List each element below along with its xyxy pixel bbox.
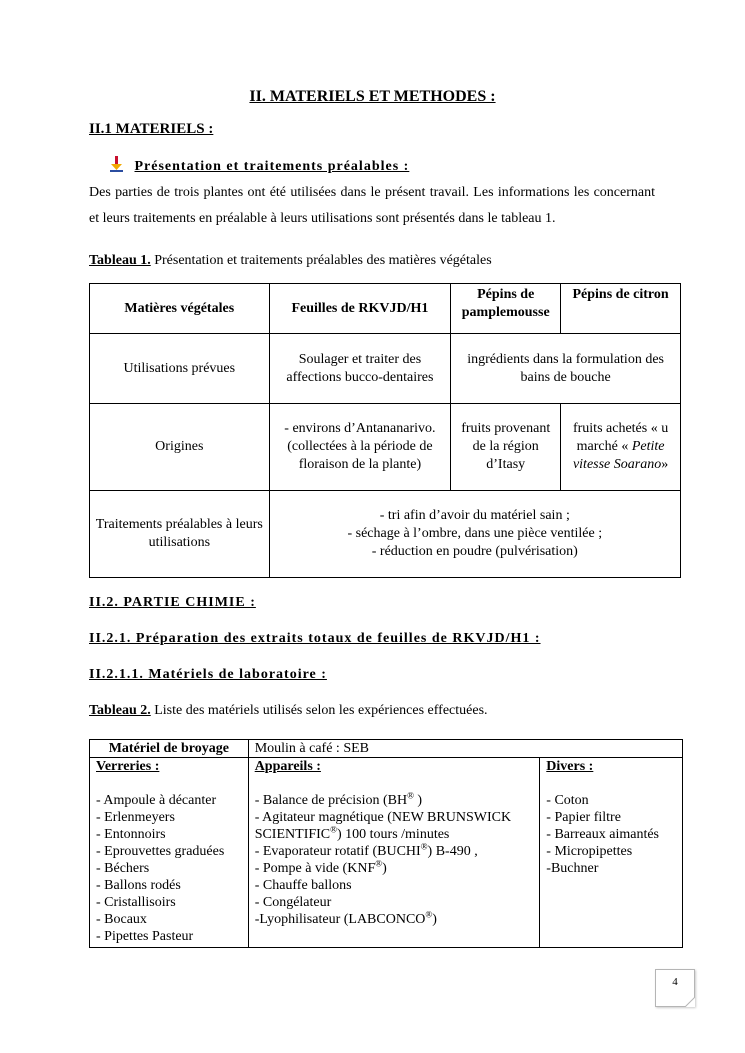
list-item: - Ampoule à décanter [96,793,217,808]
list-item: - Pompe à vide (KNF®) [254,858,387,876]
broyage-value: Moulin à café : SEB [248,740,682,758]
table2-caption-label: Tableau 2. [89,703,151,718]
table-materials [89,283,681,578]
table1-cell: ingrédients dans la formulation des bains de bouche [451,334,681,404]
table1-cell: fruits provenant de la région d’Itasy [451,404,561,491]
list-item: - Barreaux aimantés [546,827,660,842]
bullet-arrow-icon [110,156,124,177]
list-item: - Béchers [96,861,150,876]
verreries-cell [90,758,249,948]
table1-header-cell: Matières végétales [90,284,270,334]
page-curl-icon [685,997,695,1007]
bullet-heading-label: Présentation et traitements préalables : [134,159,410,174]
appareils-title: Appareils : [254,759,321,774]
divers-cell [540,758,683,948]
broyage-label: Matériel de broyage [90,740,249,758]
table1-header-cell: Pépins de pamplemousse [451,284,561,334]
table1-cell: - tri afin d’avoir du matériel sain ; - séchage à l’ombre, dans une pièce ventilée ; - réduction en poudre (pulvérisation) [269,491,680,578]
list-item: - Chauffe ballons [254,878,352,893]
list-item: - Erlenmeyers [96,810,175,825]
page-number: 4 [672,976,678,988]
list-item: - Balance de précision (BH® ) [254,790,423,808]
list-item: - Pipettes Pasteur [96,929,194,944]
bullet-heading [110,156,409,177]
list-item: - Bocaux [96,912,147,927]
table1-header-cell: Feuilles de RKVJD/H1 [269,284,451,334]
list-item: -Buchner [546,861,599,876]
table1-row [90,334,681,404]
table2-lists-row [90,758,683,948]
table1-cell: fruits achetés « u marché « Petite vitesse Soarano» [561,404,681,491]
table2-caption [89,703,488,719]
verreries-title: Verreries : [96,759,160,774]
list-item: - Evaporateur rotatif (BUCHI®) B-490 , [254,841,478,859]
list-item: - Congélateur [254,895,332,910]
list-item: - Eprouvettes graduées [96,844,225,859]
list-item: -Lyophilisateur (LABCONCO®) [254,909,437,927]
table1-caption-label: Tableau 1. [89,253,151,268]
list-item: - Agitateur magnétique (NEW BRUNSWICK [254,810,512,825]
table1-cell: Soulager et traiter des affections bucco-dentaires [269,334,451,404]
table1-row-label: Utilisations prévues [90,334,270,404]
table1-caption [89,253,492,269]
table-equipment [89,739,683,948]
table1-header-cell: Pépins de citron [561,284,681,334]
appareils-cell [248,758,540,948]
list-item: SCIENTIFIC®) 100 tours /minutes [254,824,450,842]
list-item: - Cristallisoirs [96,895,176,910]
table1-row-label: Origines [90,404,270,491]
table1-caption-text: Présentation et traitements préalables des matières végétales [150,253,492,268]
list-item: - Papier filtre [546,810,621,825]
section-extraits-title: II.2.1. Préparation des extraits totaux de feuilles de RKVJD/H1 : [89,631,541,646]
page-heading: II. MATERIELS ET METHODES : [249,88,496,105]
table1-row-label: Traitements préalables à leurs utilisations [90,491,270,578]
table1-header-row [90,284,681,334]
section-chimie-title: II.2. PARTIE CHIMIE : [89,595,256,610]
divers-title: Divers : [546,759,594,774]
table1-row [90,404,681,491]
table1-row [90,491,681,578]
table1-cell: - environs d’Antananarivo. (collectées à la période de floraison de la plante) [269,404,451,491]
intro-paragraph: Des parties de trois plantes ont été utilisées dans le présent travail. Les informations les concernant et leurs traitements en préalable à leurs utilisations sont présentés dans le tableau 1. [89,185,655,226]
section-materiels-title: II.1 MATERIELS : [89,121,214,137]
table2-caption-text: Liste des matériels utilisés selon les expériences effectuées. [150,703,488,718]
list-item: - Micropipettes [546,844,633,859]
list-item: - Coton [546,793,589,808]
list-item: - Entonnoirs [96,827,166,842]
page-number-box [655,969,695,1007]
section-laboratoire-title: II.2.1.1. Matériels de laboratoire : [89,667,327,682]
list-item: - Ballons rodés [96,878,181,893]
table2-broyage-row [90,740,683,758]
